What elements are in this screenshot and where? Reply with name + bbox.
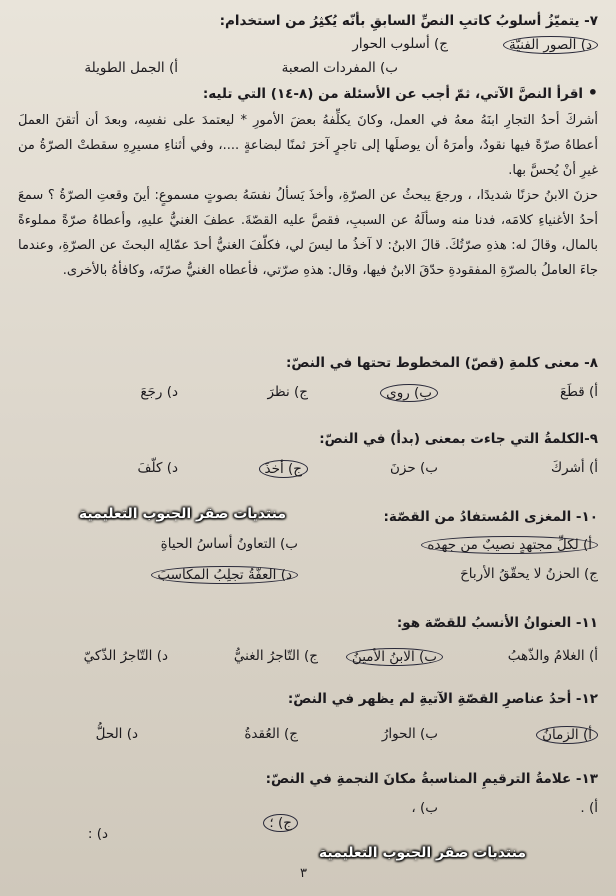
q7-options-row1: [18, 36, 598, 56]
q11-option-d[interactable]: د) التّاجرُ الذّكيّ: [83, 648, 168, 664]
q8-stem: ٨- معنى كلمةِ (قصّ) المخطوط تحتها في النصّ:: [285, 355, 598, 371]
watermark-top: منتديات صقر الجنوب التعليمية: [78, 506, 286, 522]
q10-options-row1: [18, 536, 598, 556]
q9-option-d[interactable]: د) كلّفَ: [137, 460, 178, 476]
bullet-icon: •: [587, 83, 598, 102]
q12-option-a[interactable]: أ) الزمانُ: [536, 726, 598, 744]
q12-stem: ١٢- أحدُ عناصرِ القصّةِ الآتيةِ لم يظهر في النصّ:: [287, 691, 598, 707]
q10-option-c[interactable]: ج) الحزنُ لا يحقّقُ الأرباحَ: [460, 566, 598, 582]
q7-options-row2: [18, 60, 598, 80]
q12-option-c[interactable]: ج) العُقدةُ: [244, 726, 298, 742]
q13-option-b[interactable]: ب) ،: [411, 800, 438, 816]
q8-option-b[interactable]: ب) روى: [380, 384, 438, 402]
q11-options: [18, 648, 598, 668]
q12-option-d[interactable]: د) الحلُّ: [95, 726, 138, 742]
q13-options-row2: [18, 826, 598, 846]
q10-option-b[interactable]: ب) التعاونُ أساسُ الحياةِ: [160, 536, 298, 552]
q7-stem: ٧- يتميّزُ أسلوبُ كاتبِ النصِّ السابقِ بأنّه يُكثِرُ من استخدام:: [219, 13, 598, 29]
watermark-bottom: منتديات صقر الجنوب التعليمية: [318, 845, 526, 861]
q9-option-a[interactable]: أ) أشركَ: [551, 460, 598, 476]
q9-option-c[interactable]: ج) أخذَ: [259, 460, 308, 478]
q8-option-d[interactable]: د) رجَعَ: [140, 384, 178, 400]
page-number: ٣: [300, 866, 307, 881]
q11-option-b[interactable]: ب) الابنُ الأمينُ: [346, 648, 443, 666]
q7-option-c[interactable]: ج) أسلوب الحوار: [352, 36, 448, 52]
passage-paragraph-2: حزنَ الابنُ حزنًا شديدًا، ، ورجعَ يبحثُ عن الصرّةِ، وأخذَ يَسألُ نفسَهُ بصوتٍ مسموعٍ: أينَ وقعتِ الصرّةُ ؟ سمعَ أحدُ الأغنياءِ كلامَه، فدنا منه وسألَهُ عن السببِ، فقصَّ عليه القصّةَ. عطفَ الغنيُّ عليهِ، وأعطاهُ صرّةً مملوءةً بالمال، وقالَ له: هذهِ صرّتُكَ. قالَ الابنُ: لا آخذُ ما ليسَ لي، فكلّفَ الغنيُّ أحدَ عمّالِه البحثَ عن الصرّةِ، وعندما جاءَ العاملُ بالصرّةِ المفقودةِ حدّقَ الابنُ فيها، وقال: هذهِ صرّتي، فأعطاه الغنيُّ صرّتَه، وكافأهُ بالأخرى.: [18, 188, 598, 278]
q7-option-d[interactable]: د) الصور الفنيّة: [503, 36, 598, 54]
q10-option-a[interactable]: أ) لكلِّ مجتهدٍ نصيبٌ من جهده: [421, 536, 598, 554]
q7-option-a[interactable]: أ) الجمل الطويلة: [84, 60, 178, 76]
q13-option-c[interactable]: ج) ؛: [263, 814, 298, 832]
q10-options-row2: [18, 566, 598, 586]
q12-option-b[interactable]: ب) الحوارُ: [381, 726, 438, 742]
q8-option-a[interactable]: أ) قطَعَ: [559, 384, 598, 400]
q8-option-c[interactable]: ج) نظرَ: [267, 384, 308, 400]
reading-passage: [18, 108, 598, 283]
passage-paragraph-1: أشركَ أحدُ التجارِ ابنَهُ معهُ في العمل، وكانَ يكلِّفهُ بعضَ الأمورِ * ليعتمدَ على نفسِه، وبعدَ أن أتقنَ العملَ أعطاهُ صرّةً فيها نقودٌ، وأمرَهُ أن يوصلَها إلى تاجرٍ آخرَ ثمنًا لبضاعةٍ ....، وفي أثناءِ مسيرِهِ سقطتْ الصرّةُ من غيرِ أنْ يُحسَّ بها.: [18, 113, 598, 178]
q13-option-d[interactable]: د) :: [87, 826, 108, 842]
reading-instruction: • اقرأ النصَّ الآتي، ثمّ أجب عن الأسئلة من (٨-١٤) التي تليه:: [202, 83, 598, 102]
q13-stem: ١٣- علامةُ الترقيمِ المناسبةُ مكانَ النجمةِ في النصّ:: [265, 771, 598, 787]
q13-option-a[interactable]: أ) .: [580, 800, 598, 816]
q10-option-d[interactable]: د) العفّةُ تجلِبُ المكاسبَ: [151, 566, 298, 584]
q9-options: [18, 460, 598, 480]
q9-option-b[interactable]: ب) حزنَ: [390, 460, 438, 476]
q11-option-a[interactable]: أ) الغلامُ والذّهبُ: [507, 648, 598, 664]
q13-options-row1: [18, 800, 598, 831]
q11-stem: ١١- العنوانُ الأنسبُ للقصّة هو:: [396, 615, 598, 631]
q8-options: [18, 384, 598, 404]
q11-option-c[interactable]: ج) التّاجرُ الغنيُّ: [233, 648, 318, 664]
q10-stem: ١٠- المغزى المُستفادُ من القصّة:: [383, 509, 598, 525]
q9-stem: ٩-الكلمةُ التي جاءت بمعنى (بدأ) في النصّ:: [319, 431, 598, 447]
q12-options: [18, 726, 598, 746]
q7-option-b[interactable]: ب) المفردات الصعبة: [281, 60, 398, 76]
